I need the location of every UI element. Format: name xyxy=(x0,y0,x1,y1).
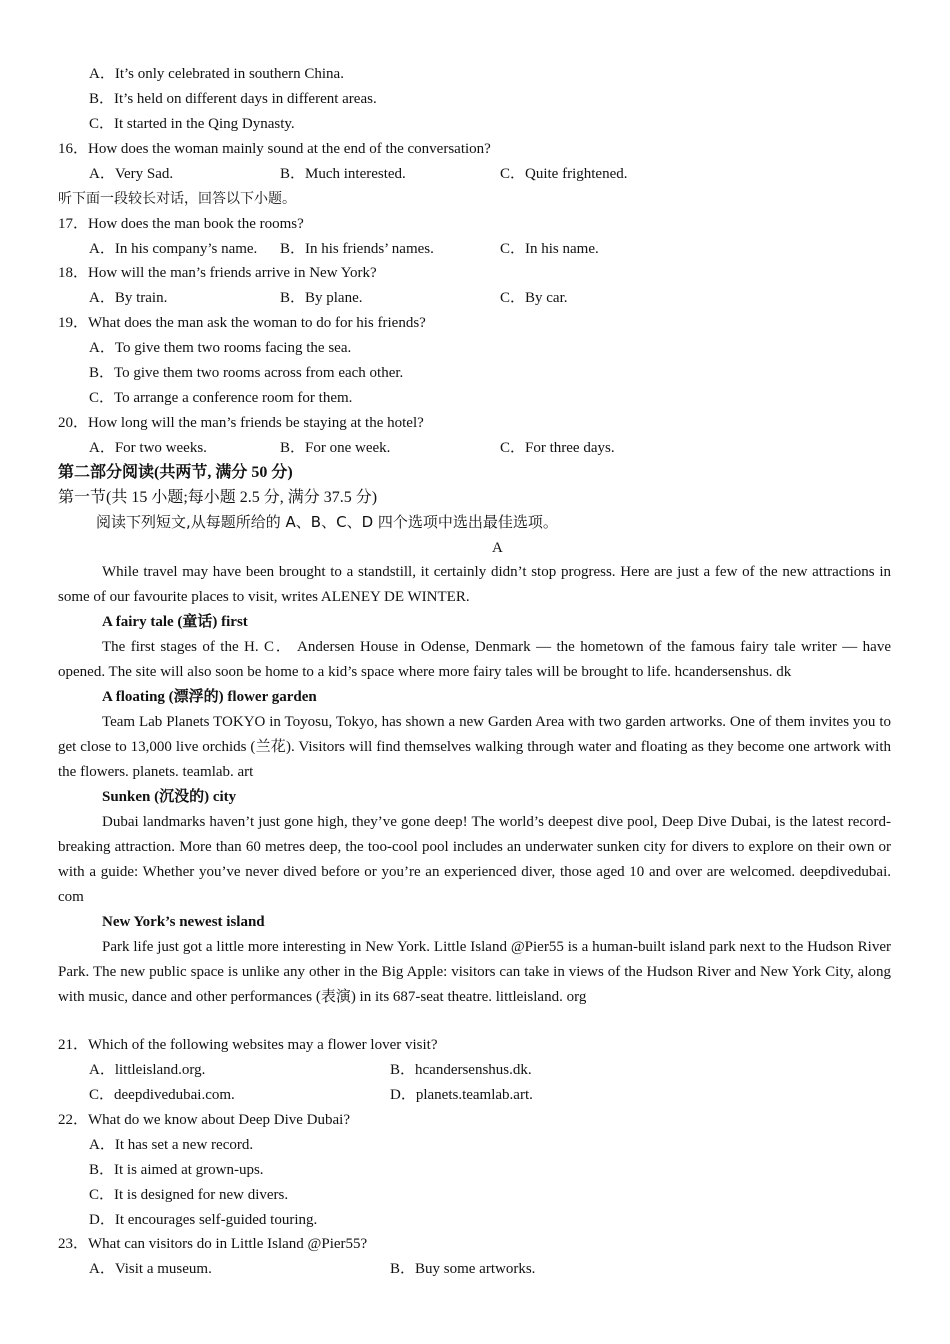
q20-option-c: C．For three days. xyxy=(500,440,615,456)
q21-option-a: A．littleisland.org. xyxy=(89,1062,206,1078)
passage-heading-3: Sunken (沉没的) city xyxy=(102,789,237,805)
q22-question: 22．What do we know about Deep Dive Dubai? xyxy=(58,1112,351,1128)
q23-option-b: B．Buy some artworks. xyxy=(390,1261,536,1277)
q18-option-b: B．By plane. xyxy=(280,290,363,306)
q23-option-a: A．Visit a museum. xyxy=(89,1261,212,1277)
q23-question: 23．What can visitors do in Little Island @Pier55? xyxy=(58,1236,368,1252)
passage-paragraph-1: The first stages of the H. C． Andersen House in Odense, Denmark — the hometown of the famous fairy tale writer — have opened. The site will also soon be home to a kid’s space where more fairy tales will be brought to life. hcandersenshus. dk xyxy=(58,639,891,680)
q22-option-c: C．It is designed for new divers. xyxy=(89,1187,289,1203)
q15-option-a: A．It’s only celebrated in southern China. xyxy=(89,66,344,82)
passage-paragraph-4: Park life just got a little more interesting in New York. Little Island @Pier55 is a human-built island park next to the Hudson River Park. The new public space is unlike any other in the Big Apple: visitors can take in views of the Hudson River and New York City, along with music, dance and other performances (表演) in its 687-seat theatre. littleisland. org xyxy=(58,939,891,1005)
q17-option-a: A．In his company’s name. xyxy=(89,241,258,257)
q17-question: 17．How does the man book the rooms? xyxy=(58,216,304,232)
section1-instruction: 阅读下列短文,从每题所给的 A、B、C、D 四个选项中选出最佳选项。 xyxy=(96,513,558,531)
passage-heading-2: A floating (漂浮的) flower garden xyxy=(102,689,317,705)
q15-option-c: C．It started in the Qing Dynasty. xyxy=(89,116,295,132)
q22-option-b: B．It is aimed at grown-ups. xyxy=(89,1162,264,1178)
q20-question: 20．How long will the man’s friends be staying at the hotel? xyxy=(58,415,424,431)
q17-option-c: C．In his name. xyxy=(500,241,599,257)
passage-body xyxy=(58,560,891,1010)
q19-option-b: B．To give them two rooms across from each other. xyxy=(89,365,404,381)
q20-option-b: B．For one week. xyxy=(280,440,391,456)
q16-option-a: A．Very Sad. xyxy=(89,166,174,182)
q18-option-a: A．By train. xyxy=(89,290,168,306)
passage-heading-4: New York’s newest island xyxy=(102,914,265,930)
passage-label: A xyxy=(492,540,503,556)
q15-option-b: B．It’s held on different days in different areas. xyxy=(89,91,377,107)
q16-option-c: C．Quite frightened. xyxy=(500,166,628,182)
part2-title: 第二部分阅读(共两节, 满分 50 分) xyxy=(58,464,293,481)
q21-question: 21．Which of the following websites may a flower lover visit? xyxy=(58,1037,438,1053)
passage-paragraph-2: Team Lab Planets TOKYO in Toyosu, Tokyo, has shown a new Garden Area with two garden artworks. One of them invites you to get close to 13,000 live orchids (兰花). Visitors will find themselves walking through water and floating as they become one artwork with the flowers. planets. teamlab. art xyxy=(58,714,891,780)
q18-question: 18．How will the man’s friends arrive in New York? xyxy=(58,265,377,281)
q21-option-b: B．hcandersenshus.dk. xyxy=(390,1062,532,1078)
passage-paragraph-3: Dubai landmarks haven’t just gone high, they’ve gone deep! The world’s deepest dive pool, Deep Dive Dubai, is the latest record-breaking attraction. More than 60 metres deep, the too-cool pool includes an underwater sunken city for divers to explore on their own or with a guide: Whether you’ve never dived before or you’re an experienced diver, those aged 10 and over are welcomed. deepdivedubai. com xyxy=(58,814,891,905)
q21-option-c: C．deepdivedubai.com. xyxy=(89,1087,235,1103)
q17-option-b: B．In his friends’ names. xyxy=(280,241,434,257)
q21-option-d: D．planets.teamlab.art. xyxy=(390,1087,533,1103)
q22-option-a: A．It has set a new record. xyxy=(89,1137,254,1153)
q18-option-c: C．By car. xyxy=(500,290,568,306)
q16-question: 16．How does the woman mainly sound at the end of the conversation? xyxy=(58,141,491,157)
passage-intro: While travel may have been brought to a standstill, it certainly didn’t stop progress. Here are just a few of the new attractions in some of our favourite places to visit, writes ALENEY DE WINTER. xyxy=(58,564,891,605)
q19-question: 19．What does the man ask the woman to do for his friends? xyxy=(58,315,426,331)
q19-option-a: A．To give them two rooms facing the sea. xyxy=(89,340,352,356)
section1-title: 第一节(共 15 小题;每小题 2.5 分, 满分 37.5 分) xyxy=(58,489,378,506)
q20-option-a: A．For two weeks. xyxy=(89,440,207,456)
passage-heading-1: A fairy tale (童话) first xyxy=(102,614,248,630)
q22-option-d: D．It encourages self-guided touring. xyxy=(89,1212,318,1228)
q16-option-b: B．Much interested. xyxy=(280,166,406,182)
long-dialog-instruction: 听下面一段较长对话，回答以下小题。 xyxy=(58,191,296,207)
q19-option-c: C．To arrange a conference room for them. xyxy=(89,390,353,406)
